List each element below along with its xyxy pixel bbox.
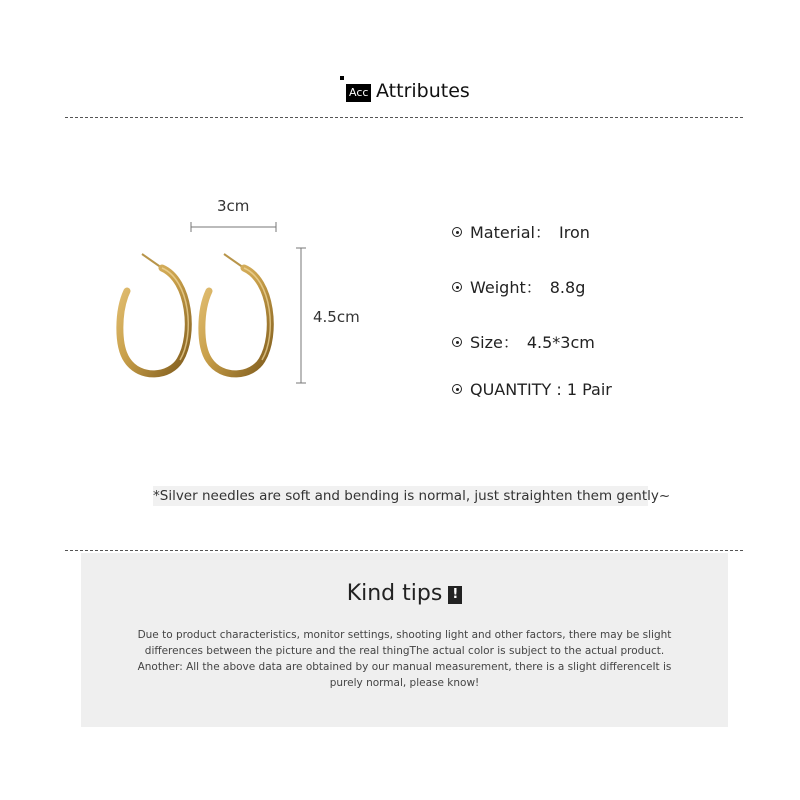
earring-left (120, 254, 188, 374)
bullet-icon (452, 227, 462, 237)
attribute-label: QUANTITY : 1 Pair (470, 380, 612, 399)
attribute-value: 4.5*3cm (526, 333, 595, 352)
attribute-label: Material： (470, 223, 552, 242)
earring-right (202, 254, 270, 374)
bullet-icon (452, 282, 462, 292)
kind-tips-heading (81, 581, 728, 606)
exclamation-icon: ! (448, 586, 462, 604)
bullet-icon (452, 384, 462, 394)
kind-tips-panel (81, 553, 728, 727)
bullet-icon (452, 337, 462, 347)
attribute-weight (452, 275, 585, 298)
divider-top (65, 117, 743, 118)
title-badge: Acc (346, 84, 371, 102)
attribute-value: 8.8g (549, 278, 586, 297)
attribute-material (452, 220, 590, 243)
tips-line: differences between the picture and the real thingThe actual color is subject to the actual product. (144, 645, 665, 657)
attribute-size (452, 330, 595, 353)
width-dimension-line (191, 222, 276, 232)
product-image (100, 215, 320, 395)
care-note: *Silver needles are soft and bending is normal, just straighten them gently~ (153, 488, 671, 504)
height-dimension-label: 4.5cm (313, 308, 360, 326)
attribute-label: Weight： (470, 278, 542, 297)
height-dimension-line (296, 248, 306, 383)
width-dimension-label: 3cm (217, 197, 250, 215)
tips-line: purely normal, please know! (329, 677, 480, 689)
divider-middle (65, 550, 743, 551)
tips-line: Due to product characteristics, monitor settings, shooting light and other factors, there may be slight (137, 629, 672, 641)
attribute-quantity (452, 380, 612, 399)
attribute-value: Iron (559, 223, 590, 242)
title-dot (340, 76, 344, 80)
tips-line: Another: All the above data are obtained by our manual measurement, there is a slight differenceIt is (137, 661, 672, 673)
kind-tips-text (101, 627, 708, 691)
attribute-label: Size： (470, 333, 519, 352)
page-title: Attributes (376, 80, 470, 102)
kind-tips-title: Kind tips (346, 581, 443, 606)
